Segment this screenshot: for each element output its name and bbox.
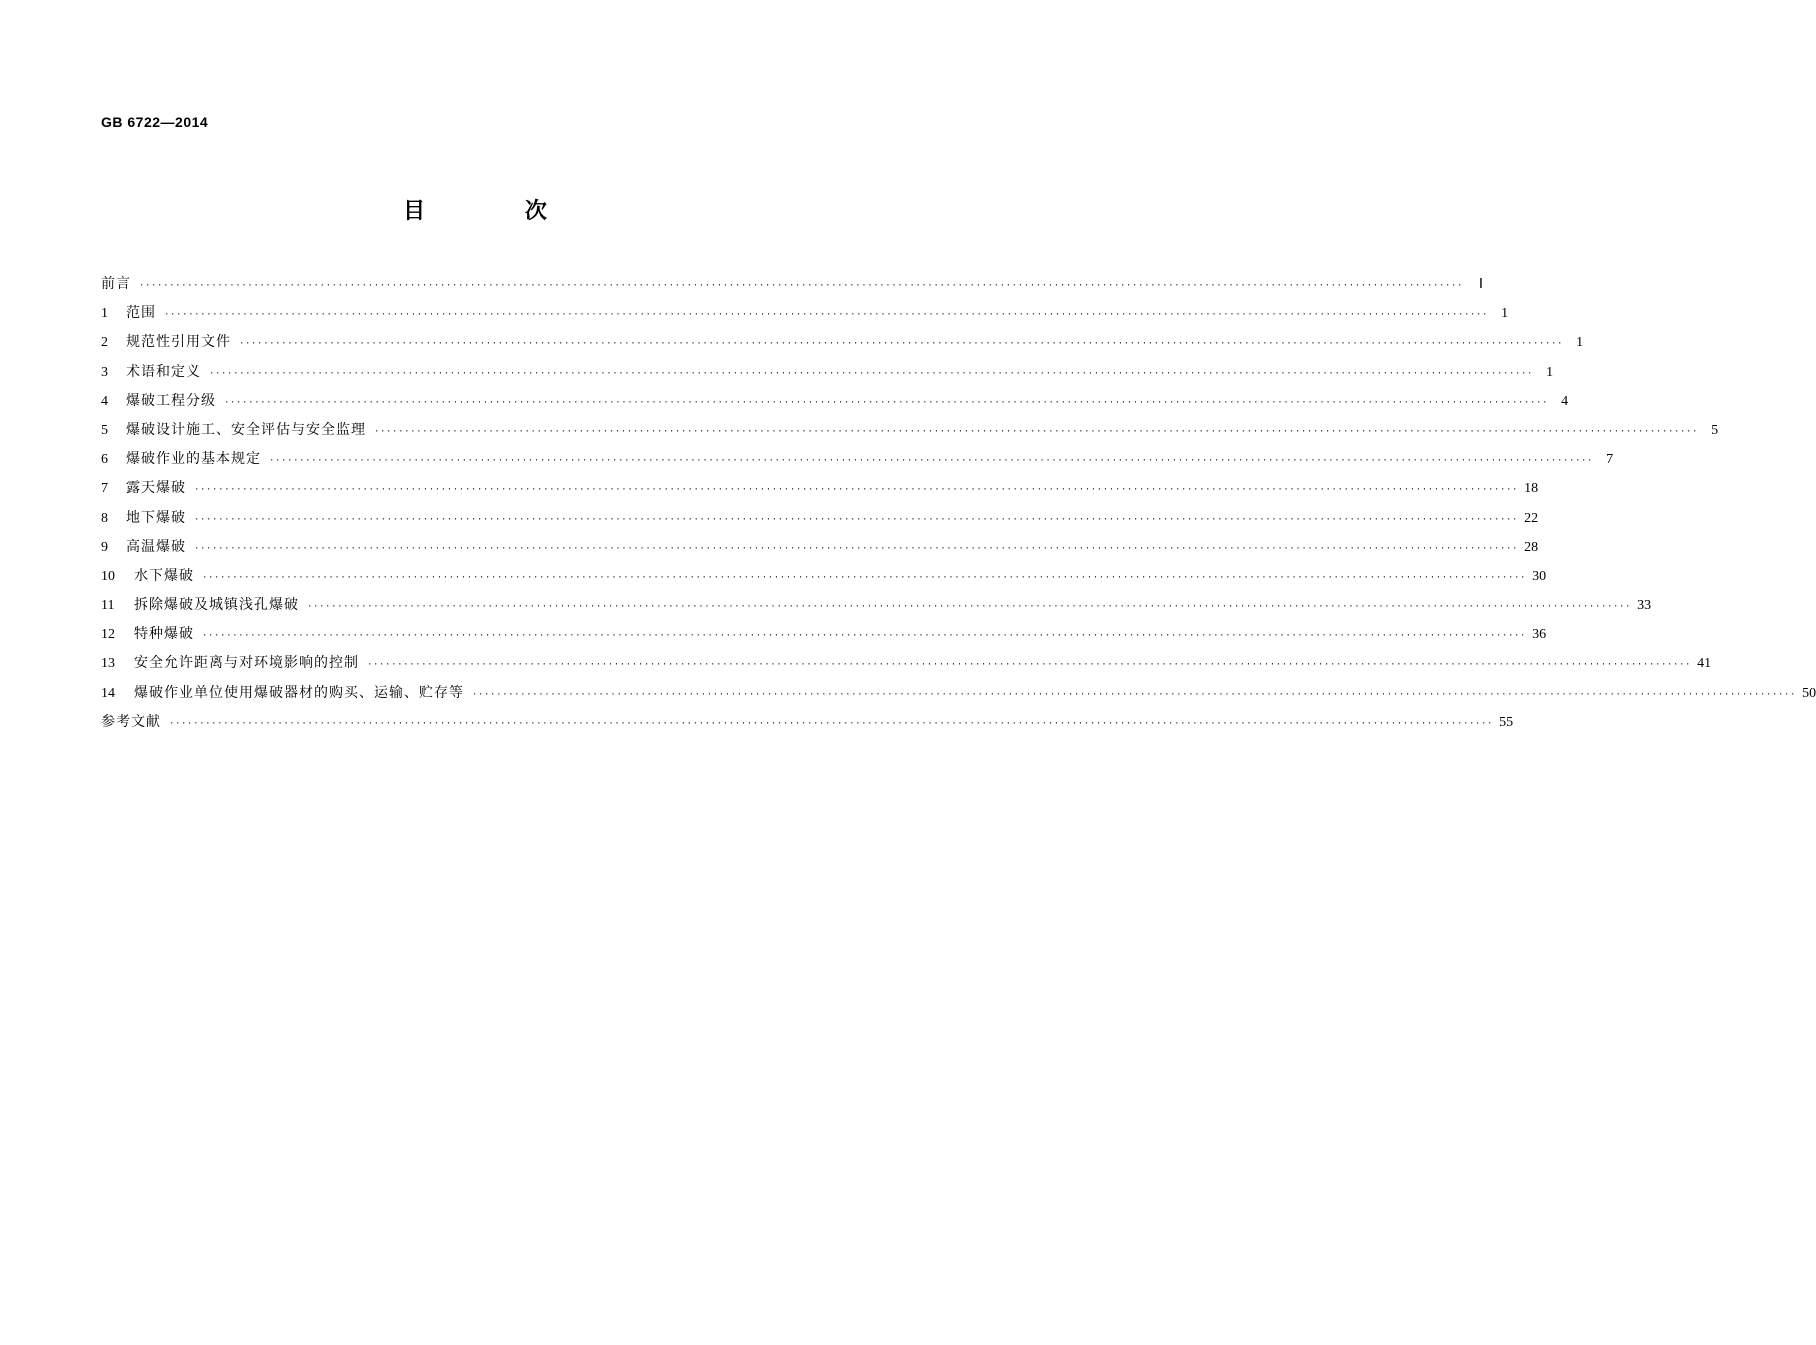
toc-leader: ···························································································································································································································· bbox=[224, 397, 1549, 408]
toc-page: 55 bbox=[1499, 714, 1514, 730]
toc-page: 28 bbox=[1524, 539, 1539, 555]
toc-number: 6 bbox=[101, 452, 108, 468]
toc-label: 高温爆破 bbox=[126, 538, 186, 555]
toc-number: 8 bbox=[101, 510, 108, 526]
toc-entry-3[interactable] bbox=[101, 358, 1554, 387]
toc-label: 术语和定义 bbox=[126, 363, 201, 380]
toc-leader: ···························································································································································································································· bbox=[194, 514, 1519, 525]
toc-leader: ···························································································································································································································· bbox=[164, 310, 1489, 321]
toc-entry-5[interactable] bbox=[101, 416, 1719, 445]
toc-entry-6[interactable] bbox=[101, 445, 1614, 474]
toc-leader: ···························································································································································································································· bbox=[194, 543, 1519, 554]
toc-leader: ···························································································································································································································· bbox=[169, 718, 1494, 729]
document-header: GB 6722—2014 bbox=[101, 114, 209, 130]
toc-page: 33 bbox=[1637, 598, 1652, 614]
toc-label: 安全允许距离与对环境影响的控制 bbox=[134, 655, 359, 672]
toc-number: 13 bbox=[101, 656, 115, 672]
toc-number: 10 bbox=[101, 568, 115, 584]
toc-leader: ···························································································································································································································· bbox=[472, 689, 1797, 700]
toc-label: 爆破作业单位使用爆破器材的购买、运输、贮存等 bbox=[134, 684, 464, 701]
toc-label: 特种爆破 bbox=[134, 626, 194, 643]
toc-label: 前言 bbox=[101, 276, 131, 292]
table-of-contents bbox=[101, 270, 1816, 737]
toc-page: Ⅰ bbox=[1478, 277, 1484, 292]
toc-leader: ···························································································································································································································· bbox=[307, 602, 1632, 613]
toc-entry-2[interactable] bbox=[101, 328, 1584, 357]
toc-entry-foreword[interactable] bbox=[101, 270, 1484, 299]
toc-page: 36 bbox=[1532, 627, 1547, 643]
toc-label: 爆破作业的基本规定 bbox=[126, 451, 261, 468]
toc-label: 范围 bbox=[126, 305, 156, 322]
toc-page: 1 bbox=[1546, 364, 1554, 380]
toc-leader: ···························································································································································································································· bbox=[367, 660, 1692, 671]
toc-page: 18 bbox=[1524, 481, 1539, 497]
toc-entry-11[interactable] bbox=[101, 591, 1652, 620]
toc-number: 7 bbox=[101, 481, 108, 497]
toc-page: 41 bbox=[1697, 656, 1712, 672]
toc-leader: ···························································································································································································································· bbox=[209, 368, 1534, 379]
toc-number: 11 bbox=[101, 598, 115, 614]
toc-entry-7[interactable] bbox=[101, 474, 1539, 503]
toc-label: 爆破设计施工、安全评估与安全监理 bbox=[126, 421, 366, 438]
toc-label: 参考文献 bbox=[101, 713, 161, 730]
toc-page: 7 bbox=[1606, 452, 1614, 468]
toc-page: 1 bbox=[1576, 335, 1584, 351]
toc-entry-14[interactable] bbox=[101, 679, 1816, 708]
toc-entry-8[interactable] bbox=[101, 504, 1539, 533]
toc-page: 22 bbox=[1524, 510, 1539, 526]
toc-leader: ···························································································································································································································· bbox=[194, 485, 1519, 496]
toc-label: 规范性引用文件 bbox=[126, 334, 231, 351]
toc-leader: ···························································································································································································································· bbox=[269, 456, 1594, 467]
toc-label: 露天爆破 bbox=[126, 480, 186, 497]
toc-page: 30 bbox=[1532, 568, 1547, 584]
toc-number: 5 bbox=[101, 422, 108, 438]
toc-leader: ···························································································································································································································· bbox=[202, 572, 1527, 583]
toc-label: 爆破工程分级 bbox=[126, 392, 216, 409]
toc-label: 拆除爆破及城镇浅孔爆破 bbox=[134, 597, 299, 614]
toc-number: 2 bbox=[101, 335, 108, 351]
toc-page: 4 bbox=[1561, 393, 1569, 409]
page-title: 目 次 bbox=[403, 199, 593, 224]
toc-entry-4[interactable] bbox=[101, 387, 1569, 416]
toc-label: 地下爆破 bbox=[126, 509, 186, 526]
toc-page: 50 bbox=[1802, 685, 1816, 701]
toc-page: 5 bbox=[1711, 422, 1719, 438]
toc-leader: ···························································································································································································································· bbox=[202, 631, 1527, 642]
toc-entry-9[interactable] bbox=[101, 533, 1539, 562]
toc-number: 3 bbox=[101, 364, 108, 380]
toc-entry-references[interactable] bbox=[101, 708, 1514, 737]
toc-number: 12 bbox=[101, 627, 115, 643]
toc-label: 水下爆破 bbox=[134, 567, 194, 584]
toc-leader: ···························································································································································································································· bbox=[139, 281, 1464, 291]
toc-page: 1 bbox=[1501, 306, 1509, 322]
toc-number: 4 bbox=[101, 393, 108, 409]
toc-leader: ···························································································································································································································· bbox=[239, 339, 1564, 350]
toc-entry-10[interactable] bbox=[101, 562, 1547, 591]
toc-number: 9 bbox=[101, 539, 108, 555]
toc-entry-12[interactable] bbox=[101, 620, 1547, 649]
toc-entry-13[interactable] bbox=[101, 649, 1712, 678]
toc-number: 14 bbox=[101, 685, 115, 701]
toc-leader: ···························································································································································································································· bbox=[374, 426, 1699, 437]
toc-number: 1 bbox=[101, 306, 108, 322]
toc-entry-1[interactable] bbox=[101, 299, 1509, 328]
